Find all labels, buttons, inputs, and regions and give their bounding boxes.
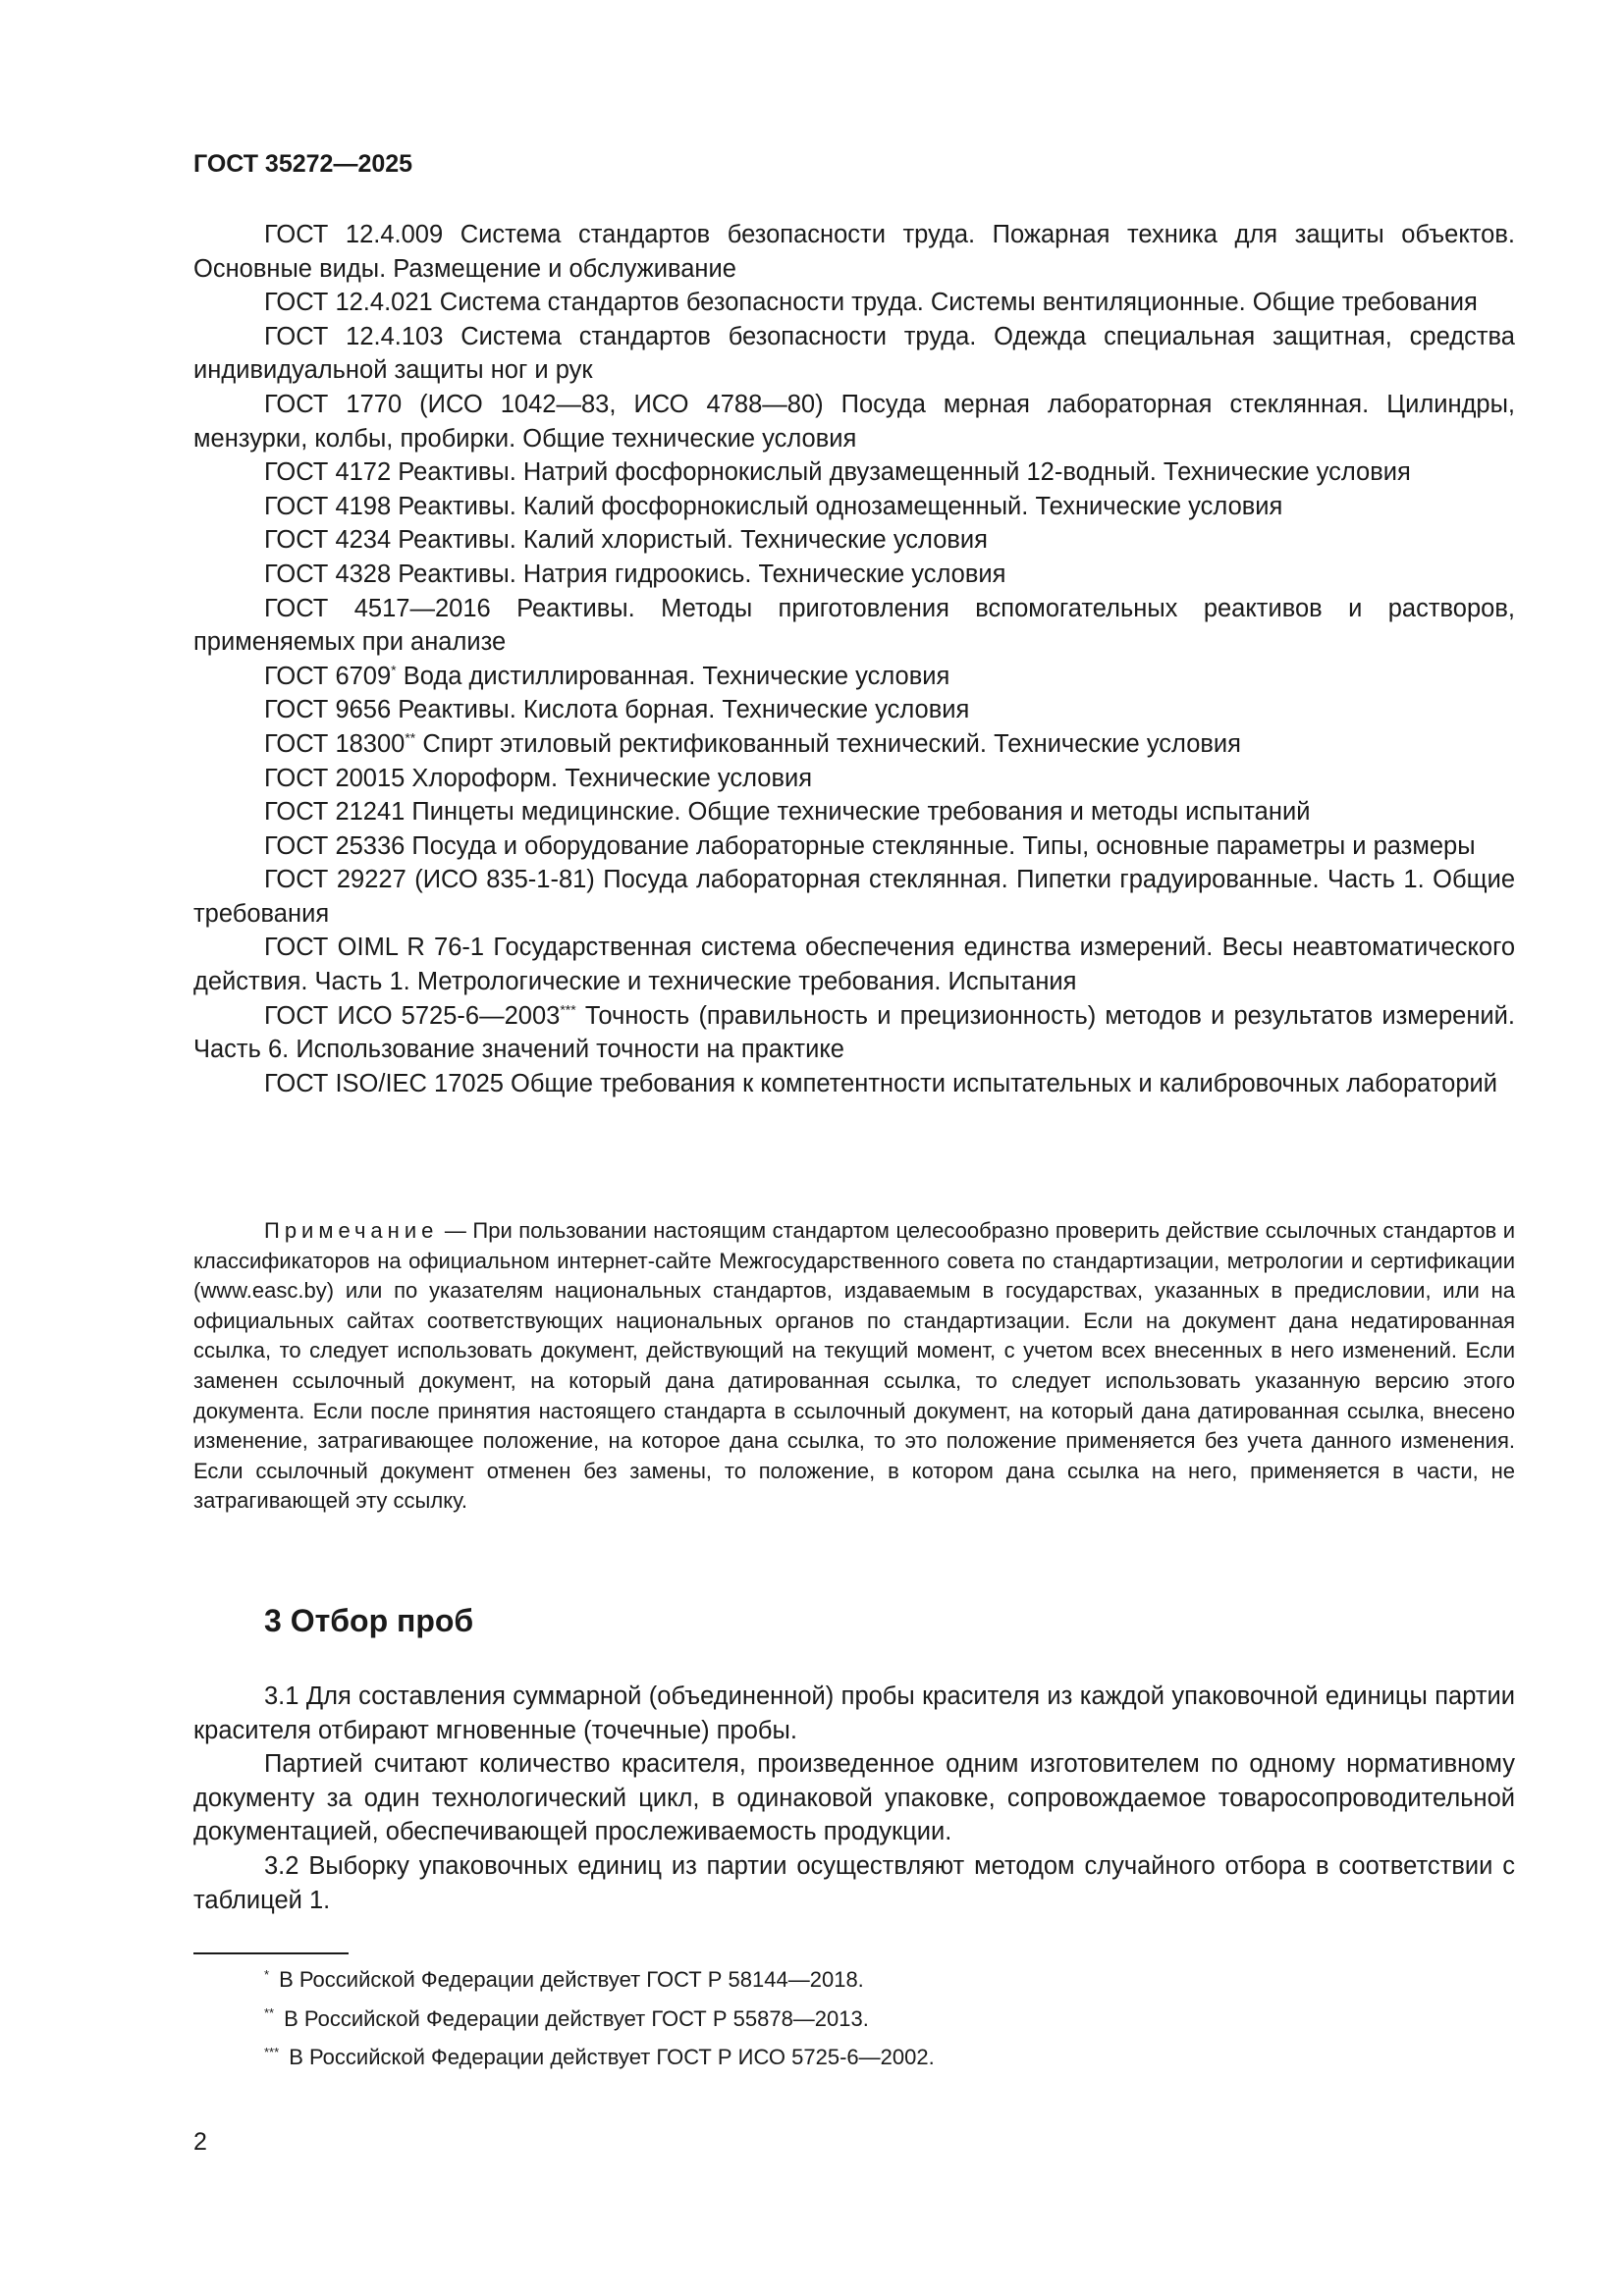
reference-item: ГОСТ 4198 Реактивы. Калий фосфорнокислый однозамещенный. Технические условия (264, 492, 1283, 520)
reference-item: ГОСТ 4172 Реактивы. Натрий фосфорнокислый двузамещенный 12-водный. Технические условия (264, 458, 1411, 487)
page-number: 2 (193, 2128, 207, 2156)
reference-item: ГОСТ 4517—2016 Реактивы. Методы приготовления вспомогательных реактивов и растворов, применяемых при анализе (193, 594, 1515, 657)
reference-item: ГОСТ 29227 (ИСО 835-1-81) Посуда лабораторная стеклянная. Пипетки градуированные. Часть 1. Общие требования (193, 866, 1515, 928)
paragraph: Партией считают количество красителя, произведенное одним изготовителем по одному нормативному документу за один технологический цикл, в одинаковой упаковке, сопровождаемое товаросопроводительной документацией, обеспечивающей прослеживаемость продукции. (193, 1750, 1515, 1846)
paragraph: 3.1 Для составления суммарной (объединенной) пробы красителя из каждой упаковочной единицы партии красителя отбирают мгновенные (точечные) пробы. (193, 1682, 1515, 1744)
reference-item: ГОСТ 12.4.103 Система стандартов безопасности труда. Одежда специальная защитная, средства индивидуальной защиты ног и рук (193, 322, 1515, 385)
footnote-separator (193, 1952, 349, 1954)
reference-item: ГОСТ 12.4.009 Система стандартов безопасности труда. Пожарная техника для защиты объектов. Основные виды. Размещение и обслуживание (193, 221, 1515, 283)
reference-item: ГОСТ 4328 Реактивы. Натрия гидроокись. Технические условия (264, 560, 1006, 588)
footnotes (264, 1960, 935, 2077)
footnote: *** В Российской Федерации действует ГОСТ Р ИСО 5725-6—2002. (264, 2044, 935, 2069)
reference-item: ГОСТ 4234 Реактивы. Калий хлористый. Технические условия (264, 526, 988, 555)
reference-item: ГОСТ 20015 Хлороформ. Технические условия (264, 764, 813, 792)
section-body (193, 1680, 1515, 1917)
note-text: — При пользовании настоящим стандартом целесообразно проверить действие ссылочных стандартов и классификаторов на официальном интернет-сайте Межгосударственного совета по стандартизации, метрологии и сертификации (www.easc.by) или по указателям национальных стандартов, издаваемым в государствах, указанных в предисловии, или на официальных сайтах соответствующих национальных органов по стандартизации. Если на документ дана недатированная ссылка, то следует использовать документ, действующий на текущий момент, с учетом всех внесенных в него изменений. Если заменен ссылочный документ, на который дана датированная ссылка, то следует использовать указанную версию этого документа. Если после принятия настоящего стандарта в ссылочный документ, на который дана датированная ссылка, внесено изменение, затрагивающее положение, на которое дана ссылка, то это положение применяется без учета данного изменения. Если ссылочный документ отменен без замены, то положение, в котором дана ссылка на него, применяется в части, не затрагивающей эту ссылку. (193, 1218, 1515, 1514)
reference-item: ГОСТ 25336 Посуда и оборудование лабораторные стеклянные. Типы, основные параметры и размеры (264, 831, 1476, 860)
document-header: ГОСТ 35272—2025 (193, 150, 413, 178)
section-title: 3 Отбор проб (264, 1603, 474, 1638)
reference-item: ГОСТ 1770 (ИСО 1042—83, ИСО 4788—80) Посуда мерная лабораторная стеклянная. Цилиндры, мензурки, колбы, пробирки. Общие технические условия (193, 390, 1515, 453)
reference-item: ГОСТ ИСО 5725-6—2003*** Точность (правильность и прецизионность) методов и результатов измерений. Часть 6. Использование значений точности на практике (193, 1001, 1515, 1064)
note-block (193, 1216, 1515, 1517)
reference-item: ГОСТ 21241 Пинцеты медицинские. Общие технические требования и методы испытаний (264, 798, 1311, 827)
normative-references-list (193, 218, 1515, 1100)
reference-item: ГОСТ ISO/IEC 17025 Общие требования к компетентности испытательных и калибровочных лабораторий (264, 1069, 1497, 1097)
reference-item: ГОСТ 12.4.021 Система стандартов безопасности труда. Системы вентиляционные. Общие требования (264, 289, 1478, 317)
reference-item: ГОСТ 18300** Спирт этиловый ректификованный технический. Технические условия (264, 729, 1241, 758)
note-label: Примечание (264, 1218, 439, 1243)
reference-item: ГОСТ OIML R 76-1 Государственная система обеспечения единства измерений. Весы неавтоматического действия. Часть 1. Метрологические и технические требования. Испытания (193, 934, 1515, 996)
reference-item: ГОСТ 9656 Реактивы. Кислота борная. Технические условия (264, 696, 970, 724)
reference-item: ГОСТ 6709* Вода дистиллированная. Технические условия (264, 662, 950, 690)
footnote: * В Российской Федерации действует ГОСТ Р 58144—2018. (264, 1966, 864, 1992)
paragraph: 3.2 Выборку упаковочных единиц из партии осуществляют методом случайного отбора в соответствии с таблицей 1. (193, 1851, 1515, 1914)
footnote: ** В Российской Федерации действует ГОСТ Р 55878—2013. (264, 2005, 869, 2031)
